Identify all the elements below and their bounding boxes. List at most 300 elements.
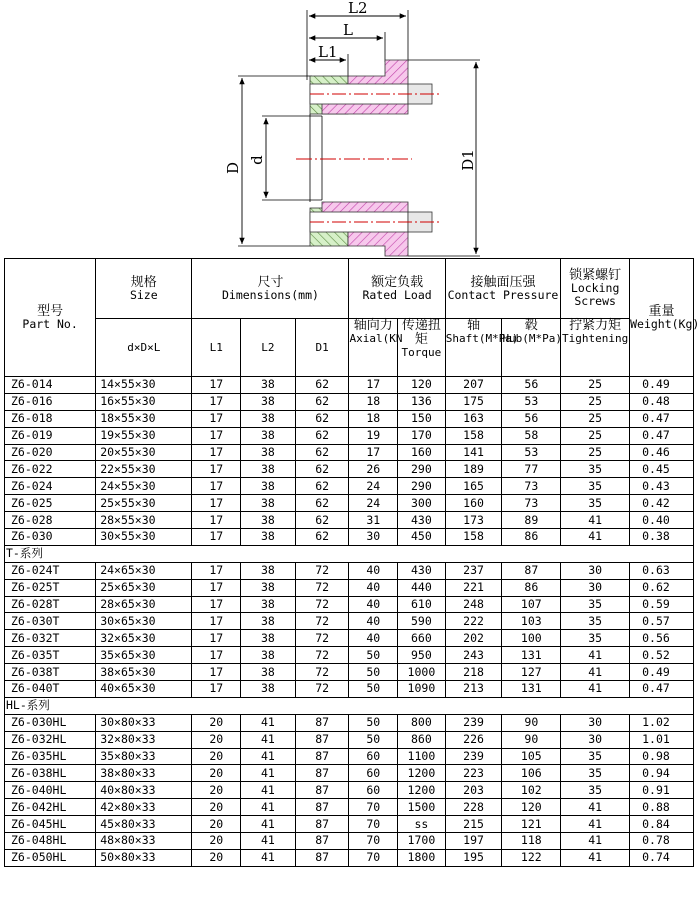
cell-shaft: 243 xyxy=(445,647,502,664)
cell-weight: 1.02 xyxy=(630,714,694,731)
cell-weight: 0.62 xyxy=(630,579,694,596)
table-row xyxy=(5,613,694,630)
cell-torque: 590 xyxy=(398,613,446,630)
label-L: L xyxy=(343,21,353,39)
cell-l1: 20 xyxy=(192,765,241,782)
cell-part-no: Z6-028T xyxy=(5,596,96,613)
table-row xyxy=(5,833,694,850)
cell-l1: 20 xyxy=(192,799,241,816)
cell-tightening: 41 xyxy=(561,529,630,546)
cell-weight: 0.46 xyxy=(630,444,694,461)
section-title: HL-系列 xyxy=(5,697,694,714)
cell-l2: 38 xyxy=(241,495,296,512)
cell-shaft: 222 xyxy=(445,613,502,630)
cell-axial: 70 xyxy=(349,799,398,816)
table-row xyxy=(5,478,694,495)
cell-part-no: Z6-030T xyxy=(5,613,96,630)
cell-hub: 90 xyxy=(502,731,561,748)
cell-shaft: 195 xyxy=(445,849,502,866)
cell-weight: 0.47 xyxy=(630,427,694,444)
cell-d1: 87 xyxy=(295,714,349,731)
table-row xyxy=(5,748,694,765)
cell-tightening: 35 xyxy=(561,596,630,613)
cell-tightening: 25 xyxy=(561,393,630,410)
cell-d1: 72 xyxy=(295,630,349,647)
table-row xyxy=(5,427,694,444)
cell-weight: 0.98 xyxy=(630,748,694,765)
cell-tightening: 35 xyxy=(561,613,630,630)
cell-tightening: 35 xyxy=(561,478,630,495)
cell-hub: 120 xyxy=(502,799,561,816)
cell-hub: 106 xyxy=(502,765,561,782)
cell-hub: 53 xyxy=(502,393,561,410)
cell-torque: 1700 xyxy=(398,833,446,850)
cell-hub: 103 xyxy=(502,613,561,630)
cell-weight: 0.43 xyxy=(630,478,694,495)
cell-l2: 38 xyxy=(241,393,296,410)
cell-d1: 87 xyxy=(295,833,349,850)
cell-d1: 62 xyxy=(295,495,349,512)
cell-l2: 41 xyxy=(241,714,296,731)
cell-hub: 105 xyxy=(502,748,561,765)
cell-torque: 1000 xyxy=(398,664,446,681)
cell-l2: 41 xyxy=(241,731,296,748)
cell-size: 40×65×30 xyxy=(96,681,192,698)
cell-weight: 1.01 xyxy=(630,731,694,748)
cell-size: 30×80×33 xyxy=(96,714,192,731)
cell-axial: 18 xyxy=(349,393,398,410)
header-size: 规格 Size xyxy=(96,259,192,319)
header-rated-load: 额定负载 Rated Load xyxy=(349,259,445,319)
cell-l2: 38 xyxy=(241,410,296,427)
table-row xyxy=(5,529,694,546)
cell-shaft: 158 xyxy=(445,529,502,546)
cell-part-no: Z6-038HL xyxy=(5,765,96,782)
cell-torque: 1500 xyxy=(398,799,446,816)
cell-hub: 87 xyxy=(502,562,561,579)
cell-part-no: Z6-030 xyxy=(5,529,96,546)
cell-tightening: 41 xyxy=(561,833,630,850)
cell-l1: 17 xyxy=(192,512,241,529)
cell-l1: 20 xyxy=(192,748,241,765)
cell-l1: 17 xyxy=(192,410,241,427)
subheader-tightening: 拧紧力矩 Tightening xyxy=(561,319,630,377)
cell-hub: 122 xyxy=(502,849,561,866)
section-title: T-系列 xyxy=(5,545,694,562)
cell-l2: 38 xyxy=(241,377,296,394)
cell-hub: 53 xyxy=(502,444,561,461)
table-row xyxy=(5,461,694,478)
cell-shaft: 202 xyxy=(445,630,502,647)
cell-shaft: 239 xyxy=(445,714,502,731)
cell-l1: 17 xyxy=(192,681,241,698)
cell-torque: 136 xyxy=(398,393,446,410)
table-row xyxy=(5,512,694,529)
table-row xyxy=(5,596,694,613)
cell-tightening: 41 xyxy=(561,816,630,833)
cell-tightening: 35 xyxy=(561,495,630,512)
cell-d1: 62 xyxy=(295,393,349,410)
cell-size: 30×55×30 xyxy=(96,529,192,546)
cell-torque: 290 xyxy=(398,478,446,495)
cell-weight: 0.74 xyxy=(630,849,694,866)
coupling-bottom-section xyxy=(310,202,440,256)
cell-hub: 90 xyxy=(502,714,561,731)
cell-torque: 430 xyxy=(398,512,446,529)
cell-d1: 87 xyxy=(295,731,349,748)
cell-l2: 41 xyxy=(241,799,296,816)
cell-size: 28×65×30 xyxy=(96,596,192,613)
cell-part-no: Z6-018 xyxy=(5,410,96,427)
cell-axial: 17 xyxy=(349,377,398,394)
cell-l1: 20 xyxy=(192,849,241,866)
cell-d1: 62 xyxy=(295,410,349,427)
cell-torque: 430 xyxy=(398,562,446,579)
cell-size: 25×55×30 xyxy=(96,495,192,512)
cell-weight: 0.38 xyxy=(630,529,694,546)
table-row xyxy=(5,782,694,799)
cell-d1: 87 xyxy=(295,799,349,816)
cell-weight: 0.48 xyxy=(630,393,694,410)
cell-l1: 17 xyxy=(192,579,241,596)
cell-axial: 17 xyxy=(349,444,398,461)
cell-hub: 102 xyxy=(502,782,561,799)
cell-size: 19×55×30 xyxy=(96,427,192,444)
cell-torque: 860 xyxy=(398,731,446,748)
cell-weight: 0.56 xyxy=(630,630,694,647)
cell-tightening: 41 xyxy=(561,799,630,816)
cell-l2: 38 xyxy=(241,478,296,495)
cell-part-no: Z6-020 xyxy=(5,444,96,461)
cell-l1: 17 xyxy=(192,613,241,630)
cell-size: 50×80×33 xyxy=(96,849,192,866)
cell-hub: 56 xyxy=(502,377,561,394)
cell-part-no: Z6-045HL xyxy=(5,816,96,833)
cell-weight: 0.88 xyxy=(630,799,694,816)
table-row xyxy=(5,714,694,731)
cell-l1: 17 xyxy=(192,393,241,410)
cell-size: 14×55×30 xyxy=(96,377,192,394)
cell-weight: 0.45 xyxy=(630,461,694,478)
header-part-no: 型号 Part No. xyxy=(5,259,96,377)
cell-torque: 660 xyxy=(398,630,446,647)
label-L2: L2 xyxy=(348,0,368,17)
cell-l2: 38 xyxy=(241,562,296,579)
cell-l2: 38 xyxy=(241,664,296,681)
cell-l2: 38 xyxy=(241,596,296,613)
cell-part-no: Z6-050HL xyxy=(5,849,96,866)
cell-shaft: 213 xyxy=(445,681,502,698)
header-contact-pressure: 接触面压强 Contact Pressure xyxy=(445,259,561,319)
cell-axial: 31 xyxy=(349,512,398,529)
cell-size: 25×65×30 xyxy=(96,579,192,596)
cell-hub: 58 xyxy=(502,427,561,444)
cell-l1: 17 xyxy=(192,478,241,495)
cell-size: 48×80×33 xyxy=(96,833,192,850)
subheader-size: d×D×L xyxy=(96,319,192,377)
table-row xyxy=(5,647,694,664)
cell-shaft: 218 xyxy=(445,664,502,681)
cell-weight: 0.91 xyxy=(630,782,694,799)
cell-axial: 50 xyxy=(349,664,398,681)
cell-weight: 0.94 xyxy=(630,765,694,782)
cell-shaft: 226 xyxy=(445,731,502,748)
cell-d1: 62 xyxy=(295,529,349,546)
cell-size: 22×55×30 xyxy=(96,461,192,478)
cell-axial: 50 xyxy=(349,681,398,698)
cell-tightening: 30 xyxy=(561,731,630,748)
cell-size: 35×65×30 xyxy=(96,647,192,664)
table-row xyxy=(5,393,694,410)
cell-d1: 72 xyxy=(295,596,349,613)
cell-hub: 77 xyxy=(502,461,561,478)
cell-l1: 17 xyxy=(192,377,241,394)
cell-shaft: 228 xyxy=(445,799,502,816)
cell-size: 18×55×30 xyxy=(96,410,192,427)
cell-d1: 87 xyxy=(295,782,349,799)
cell-hub: 86 xyxy=(502,579,561,596)
cell-l2: 41 xyxy=(241,782,296,799)
cell-torque: 440 xyxy=(398,579,446,596)
cell-shaft: 160 xyxy=(445,495,502,512)
cell-axial: 40 xyxy=(349,630,398,647)
cell-d1: 87 xyxy=(295,849,349,866)
cell-torque: 1200 xyxy=(398,765,446,782)
cell-tightening: 35 xyxy=(561,630,630,647)
cell-l1: 20 xyxy=(192,714,241,731)
cell-hub: 89 xyxy=(502,512,561,529)
cell-l1: 17 xyxy=(192,647,241,664)
cell-weight: 0.84 xyxy=(630,816,694,833)
label-L1: L1 xyxy=(318,43,338,61)
cell-size: 24×55×30 xyxy=(96,478,192,495)
cell-size: 30×65×30 xyxy=(96,613,192,630)
cell-shaft: 141 xyxy=(445,444,502,461)
cell-weight: 0.78 xyxy=(630,833,694,850)
cell-size: 32×80×33 xyxy=(96,731,192,748)
cell-l1: 17 xyxy=(192,461,241,478)
table-row xyxy=(5,731,694,748)
cell-shaft: 223 xyxy=(445,765,502,782)
cell-shaft: 248 xyxy=(445,596,502,613)
cell-l2: 38 xyxy=(241,630,296,647)
cell-l1: 17 xyxy=(192,444,241,461)
cell-shaft: 165 xyxy=(445,478,502,495)
cell-size: 28×55×30 xyxy=(96,512,192,529)
label-D1: D1 xyxy=(459,149,477,171)
subheader-l2: L2 xyxy=(241,319,296,377)
cell-part-no: Z6-030HL xyxy=(5,714,96,731)
cell-part-no: Z6-032HL xyxy=(5,731,96,748)
cell-l1: 17 xyxy=(192,664,241,681)
cell-axial: 60 xyxy=(349,748,398,765)
cell-axial: 30 xyxy=(349,529,398,546)
cell-l1: 17 xyxy=(192,427,241,444)
cell-l1: 17 xyxy=(192,529,241,546)
cell-l2: 38 xyxy=(241,681,296,698)
specification-table xyxy=(4,258,700,867)
cell-tightening: 41 xyxy=(561,849,630,866)
table-row xyxy=(5,444,694,461)
cell-l2: 38 xyxy=(241,647,296,664)
cell-torque: 170 xyxy=(398,427,446,444)
cell-d1: 87 xyxy=(295,748,349,765)
cell-tightening: 41 xyxy=(561,512,630,529)
cell-hub: 100 xyxy=(502,630,561,647)
cell-d1: 62 xyxy=(295,478,349,495)
cell-hub: 73 xyxy=(502,495,561,512)
cell-axial: 26 xyxy=(349,461,398,478)
cell-torque: 800 xyxy=(398,714,446,731)
cell-l1: 17 xyxy=(192,596,241,613)
cell-d1: 62 xyxy=(295,444,349,461)
cell-weight: 0.52 xyxy=(630,647,694,664)
cell-torque: 300 xyxy=(398,495,446,512)
label-d: d xyxy=(248,155,266,165)
cell-hub: 131 xyxy=(502,681,561,698)
cell-l1: 17 xyxy=(192,495,241,512)
cell-tightening: 25 xyxy=(561,444,630,461)
cell-shaft: 163 xyxy=(445,410,502,427)
cell-weight: 0.59 xyxy=(630,596,694,613)
cell-part-no: Z6-025T xyxy=(5,579,96,596)
cell-hub: 118 xyxy=(502,833,561,850)
cell-l2: 41 xyxy=(241,748,296,765)
cell-hub: 131 xyxy=(502,647,561,664)
cell-size: 16×55×30 xyxy=(96,393,192,410)
cell-size: 20×55×30 xyxy=(96,444,192,461)
cell-d1: 87 xyxy=(295,816,349,833)
cell-shaft: 175 xyxy=(445,393,502,410)
cell-axial: 18 xyxy=(349,410,398,427)
cell-torque: 160 xyxy=(398,444,446,461)
cell-tightening: 30 xyxy=(561,714,630,731)
cell-l2: 41 xyxy=(241,849,296,866)
cell-size: 42×80×33 xyxy=(96,799,192,816)
cell-weight: 0.63 xyxy=(630,562,694,579)
table-row xyxy=(5,681,694,698)
cell-l2: 38 xyxy=(241,444,296,461)
cell-size: 24×65×30 xyxy=(96,562,192,579)
label-D: D xyxy=(224,161,242,175)
cell-tightening: 30 xyxy=(561,562,630,579)
cell-d1: 62 xyxy=(295,377,349,394)
cell-weight: 0.57 xyxy=(630,613,694,630)
cell-shaft: 173 xyxy=(445,512,502,529)
cell-axial: 50 xyxy=(349,714,398,731)
cell-axial: 70 xyxy=(349,816,398,833)
cell-shaft: 237 xyxy=(445,562,502,579)
section-header xyxy=(5,697,694,714)
cell-tightening: 41 xyxy=(561,664,630,681)
cell-shaft: 215 xyxy=(445,816,502,833)
table-row xyxy=(5,377,694,394)
table-row xyxy=(5,765,694,782)
cell-hub: 121 xyxy=(502,816,561,833)
cell-hub: 127 xyxy=(502,664,561,681)
subheader-l1: L1 xyxy=(192,319,241,377)
cell-tightening: 35 xyxy=(561,765,630,782)
cell-l2: 38 xyxy=(241,579,296,596)
cell-l2: 38 xyxy=(241,529,296,546)
cell-part-no: Z6-042HL xyxy=(5,799,96,816)
cell-shaft: 221 xyxy=(445,579,502,596)
table-row xyxy=(5,816,694,833)
table-row xyxy=(5,495,694,512)
cell-axial: 19 xyxy=(349,427,398,444)
table-row xyxy=(5,664,694,681)
cell-shaft: 207 xyxy=(445,377,502,394)
cell-tightening: 35 xyxy=(561,782,630,799)
cell-weight: 0.42 xyxy=(630,495,694,512)
cell-l1: 20 xyxy=(192,782,241,799)
cell-part-no: Z6-032T xyxy=(5,630,96,647)
cell-torque: 1090 xyxy=(398,681,446,698)
header-locking-screws: 锁紧螺钉 Locking Screws xyxy=(561,259,630,319)
cell-d1: 72 xyxy=(295,579,349,596)
cell-d1: 62 xyxy=(295,427,349,444)
subheader-hub: 毂 Hub(M*Pa) xyxy=(502,319,561,377)
cell-d1: 72 xyxy=(295,613,349,630)
cell-d1: 62 xyxy=(295,512,349,529)
cell-axial: 60 xyxy=(349,782,398,799)
coupling-top-section xyxy=(310,60,440,114)
cell-axial: 24 xyxy=(349,478,398,495)
cell-part-no: Z6-028 xyxy=(5,512,96,529)
cell-l2: 38 xyxy=(241,461,296,478)
subheader-d1: D1 xyxy=(295,319,349,377)
cell-torque: ss xyxy=(398,816,446,833)
cell-l1: 20 xyxy=(192,816,241,833)
cell-axial: 60 xyxy=(349,765,398,782)
cell-tightening: 35 xyxy=(561,748,630,765)
cell-l2: 38 xyxy=(241,512,296,529)
cell-tightening: 25 xyxy=(561,377,630,394)
cell-part-no: Z6-035HL xyxy=(5,748,96,765)
header-weight: 重量 Weight(Kg) xyxy=(630,259,694,377)
technical-drawing xyxy=(0,0,700,258)
cell-part-no: Z6-040T xyxy=(5,681,96,698)
cell-part-no: Z6-025 xyxy=(5,495,96,512)
cell-d1: 72 xyxy=(295,664,349,681)
cell-torque: 290 xyxy=(398,461,446,478)
cell-shaft: 158 xyxy=(445,427,502,444)
cell-size: 38×65×30 xyxy=(96,664,192,681)
cell-part-no: Z6-024T xyxy=(5,562,96,579)
cell-axial: 70 xyxy=(349,833,398,850)
cell-l2: 38 xyxy=(241,427,296,444)
cell-hub: 56 xyxy=(502,410,561,427)
cell-tightening: 41 xyxy=(561,681,630,698)
cell-l2: 41 xyxy=(241,765,296,782)
cell-d1: 72 xyxy=(295,562,349,579)
cell-part-no: Z6-022 xyxy=(5,461,96,478)
cell-l2: 38 xyxy=(241,613,296,630)
table-row xyxy=(5,799,694,816)
cell-torque: 950 xyxy=(398,647,446,664)
cell-axial: 40 xyxy=(349,613,398,630)
cell-weight: 0.49 xyxy=(630,377,694,394)
cell-axial: 50 xyxy=(349,731,398,748)
cell-l1: 20 xyxy=(192,833,241,850)
table-row xyxy=(5,410,694,427)
cell-hub: 86 xyxy=(502,529,561,546)
cell-part-no: Z6-014 xyxy=(5,377,96,394)
table-row xyxy=(5,849,694,866)
cell-axial: 50 xyxy=(349,647,398,664)
cell-part-no: Z6-048HL xyxy=(5,833,96,850)
cell-d1: 72 xyxy=(295,681,349,698)
